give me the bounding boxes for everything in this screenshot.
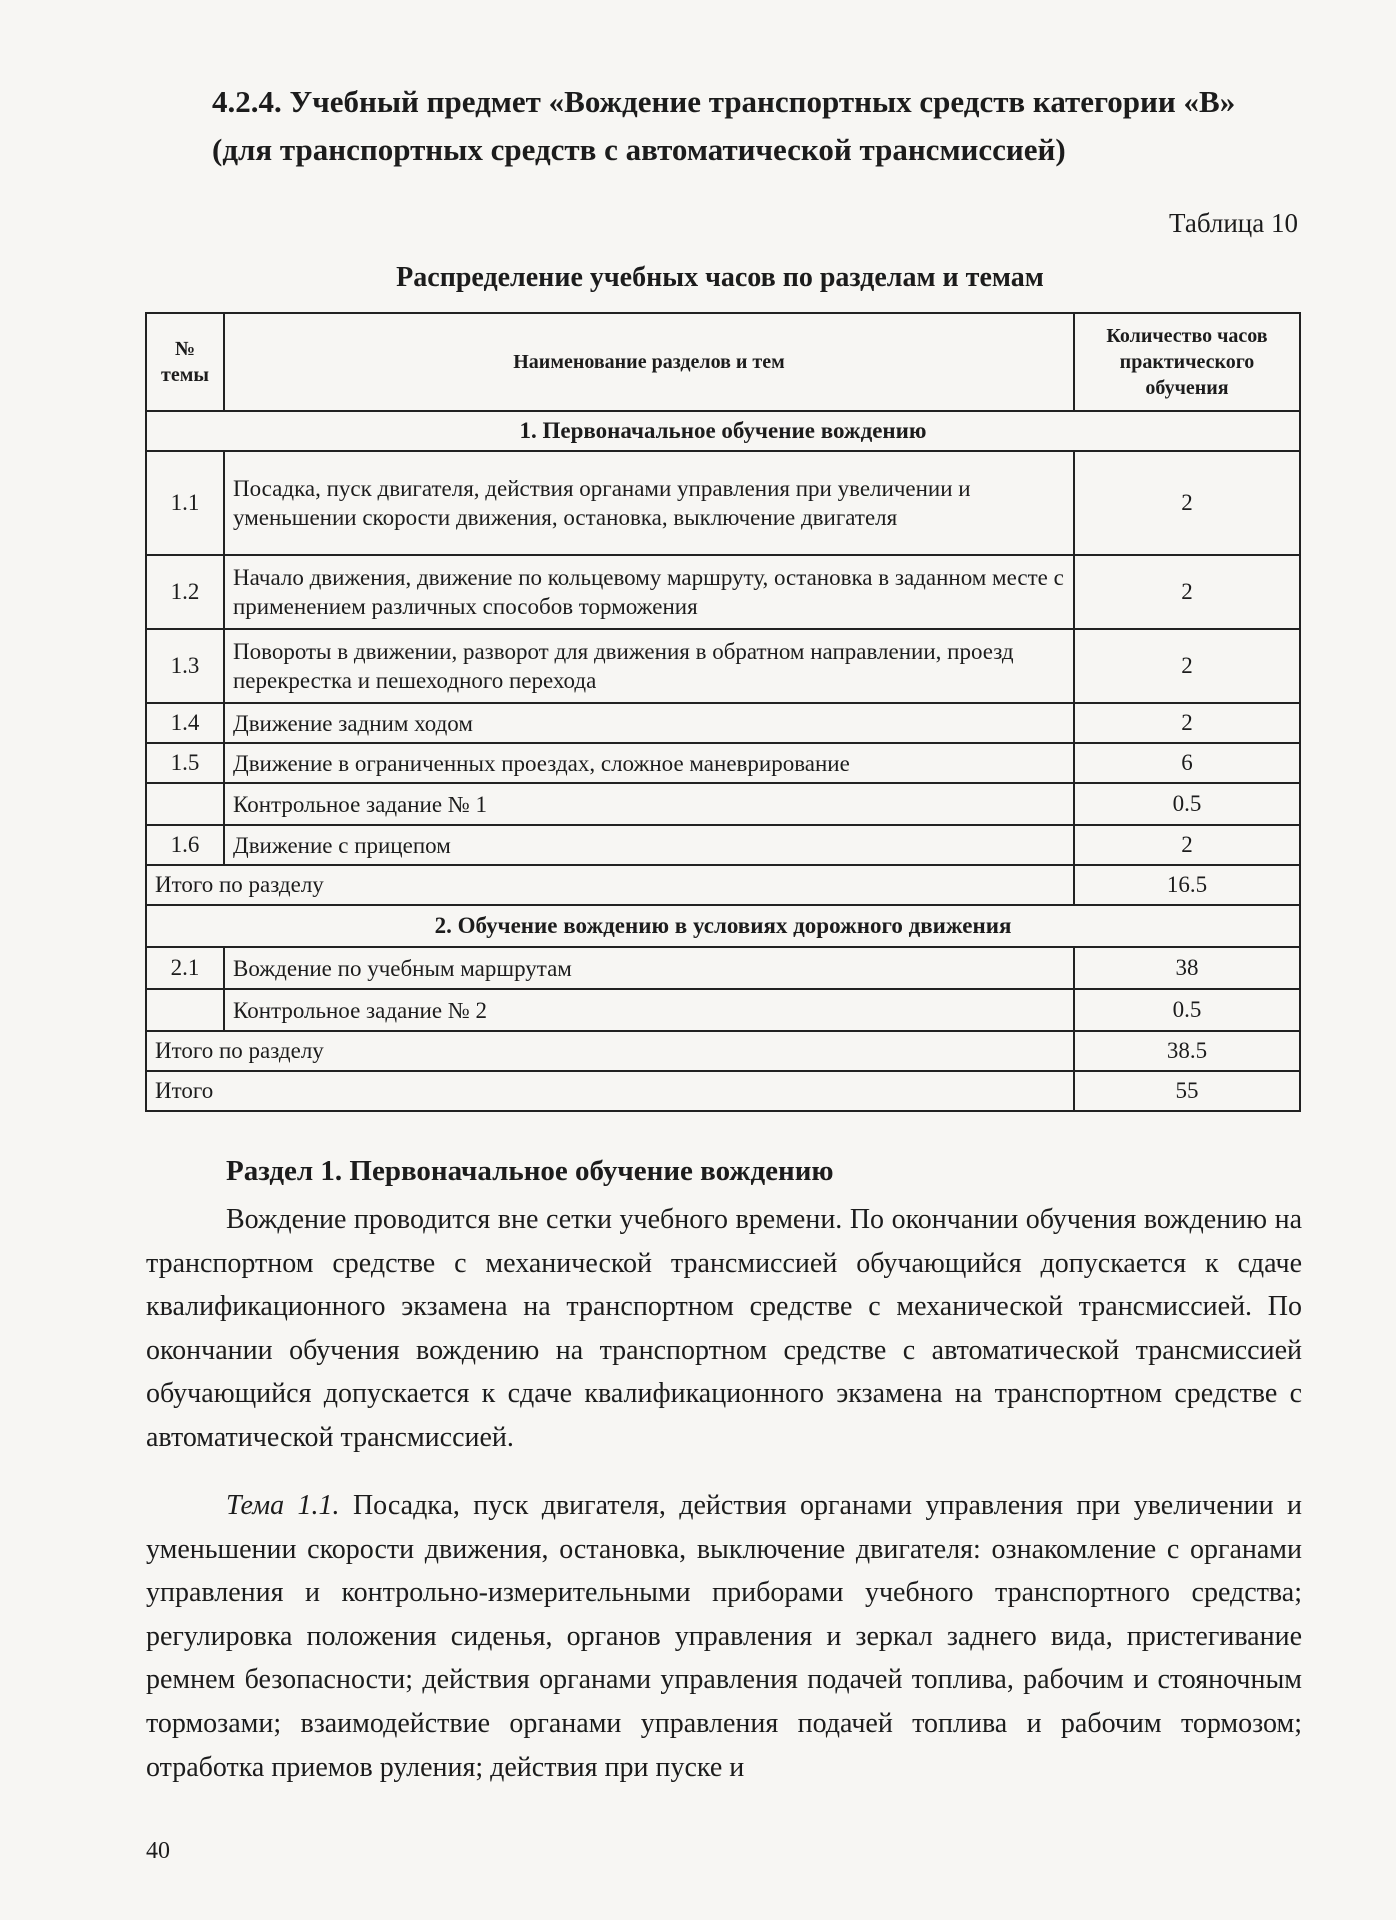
topic-name: Движение задним ходом <box>224 703 1074 743</box>
topic-hours: 6 <box>1074 743 1300 783</box>
section-2-title: 2. Обучение вождению в условиях дорожного движения <box>146 905 1300 947</box>
section-total-label: Итого по разделу <box>146 865 1074 905</box>
topic-hours: 2 <box>1074 825 1300 865</box>
table-row <box>146 743 1300 783</box>
topic-name: Контрольное задание № 1 <box>224 783 1074 825</box>
table-number: Таблица 10 <box>1169 208 1298 238</box>
topic-name: Контрольное задание № 2 <box>224 989 1074 1031</box>
table-row <box>146 989 1300 1031</box>
section-row <box>146 905 1300 947</box>
grand-total-row <box>146 1071 1300 1111</box>
header-hours: Количество часов практического обучения <box>1074 313 1300 411</box>
topic-number: 1.4 <box>146 703 224 743</box>
table-row <box>146 703 1300 743</box>
topic-number: 2.1 <box>146 947 224 989</box>
topic-number <box>146 989 224 1031</box>
section-total-row <box>146 1031 1300 1071</box>
table-row <box>146 629 1300 703</box>
topic-reference: Тема 1.1. <box>226 1490 340 1521</box>
topic-hours: 2 <box>1074 703 1300 743</box>
topic-hours: 0.5 <box>1074 783 1300 825</box>
topic-hours: 38 <box>1074 947 1300 989</box>
section-total-row <box>146 865 1300 905</box>
topic-hours: 2 <box>1074 451 1300 555</box>
grand-total-label: Итого <box>146 1071 1074 1111</box>
paragraph-2 <box>146 1484 1302 1789</box>
table-row <box>146 451 1300 555</box>
topic-number: 1.3 <box>146 629 224 703</box>
section-1-title: 1. Первоначальное обучение вождению <box>146 411 1300 451</box>
topic-number: 1.6 <box>146 825 224 865</box>
topic-name: Начало движения, движение по кольцевому маршруту, остановка в заданном месте с применением различных способов торможения <box>224 555 1074 629</box>
section-total-label: Итого по разделу <box>146 1031 1074 1071</box>
hours-table <box>145 312 1301 1112</box>
section-title: Раздел 1. Первоначальное обучение вождению <box>226 1155 834 1187</box>
paragraph-1: Вождение проводится вне сетки учебного времени. По окончании обучения вождению на транспортном средстве с механической трансмиссией обучающийся допускается к сдаче квалификационного экзамена на транспортном средстве с механической трансмиссией. По окончании обучения вождению на транспортном средстве с автоматической трансмиссией обучающийся допускается к сдаче квалификационного экзамена на транспортном средстве с автоматической трансмиссией. <box>146 1204 1302 1453</box>
topic-name: Посадка, пуск двигателя, действия органами управления при увеличении и уменьшении скорости движения, остановка, выключение двигателя <box>224 451 1074 555</box>
section-total-hours: 16.5 <box>1074 865 1300 905</box>
table-header-row <box>146 313 1300 411</box>
topic-name: Движение в ограниченных проездах, сложное маневрирование <box>224 743 1074 783</box>
section-total-hours: 38.5 <box>1074 1031 1300 1071</box>
header-topic-name: Наименование разделов и тем <box>224 313 1074 411</box>
topic-number: 1.5 <box>146 743 224 783</box>
topic-hours: 2 <box>1074 629 1300 703</box>
table-caption: Распределение учебных часов по разделам и темам <box>396 262 1044 293</box>
page-number: 40 <box>146 1838 170 1864</box>
section-row <box>146 411 1300 451</box>
topic-hours: 0.5 <box>1074 989 1300 1031</box>
topic-number: 1.2 <box>146 555 224 629</box>
grand-total-hours: 55 <box>1074 1071 1300 1111</box>
topic-name: Движение с прицепом <box>224 825 1074 865</box>
topic-number: 1.1 <box>146 451 224 555</box>
table-row <box>146 947 1300 989</box>
table-row <box>146 555 1300 629</box>
topic-number <box>146 783 224 825</box>
table-row <box>146 783 1300 825</box>
heading-line-2: (для транспортных средств с автоматической трансмиссией) <box>212 132 1066 167</box>
table-row <box>146 825 1300 865</box>
paragraph-2-text: Посадка, пуск двигателя, действия органами управления при увеличении и уменьшении скорости движения, остановка, выключение двигателя: ознакомление с органами управления и контрольно-измерительными приборами учебного транспортного средства; регулировка положения сиденья, органов управления и зеркал заднего вида, пристегивание ремнем безопасности; действия органами управления подачей топлива, рабочим и стояночным тормозами; взаимодействие органами управления подачей топлива и рабочим тормозом; отработка приемов руления; действия при пуске и <box>146 1490 1302 1783</box>
topic-name: Повороты в движении, разворот для движения в обратном направлении, проезд перекрестка и пешеходного перехода <box>224 629 1074 703</box>
header-topic-number: № темы <box>146 313 224 411</box>
topic-name: Вождение по учебным маршрутам <box>224 947 1074 989</box>
subject-heading <box>212 78 1272 174</box>
topic-hours: 2 <box>1074 555 1300 629</box>
heading-line-1: 4.2.4. Учебный предмет «Вождение транспортных средств категории «В» <box>212 84 1236 119</box>
